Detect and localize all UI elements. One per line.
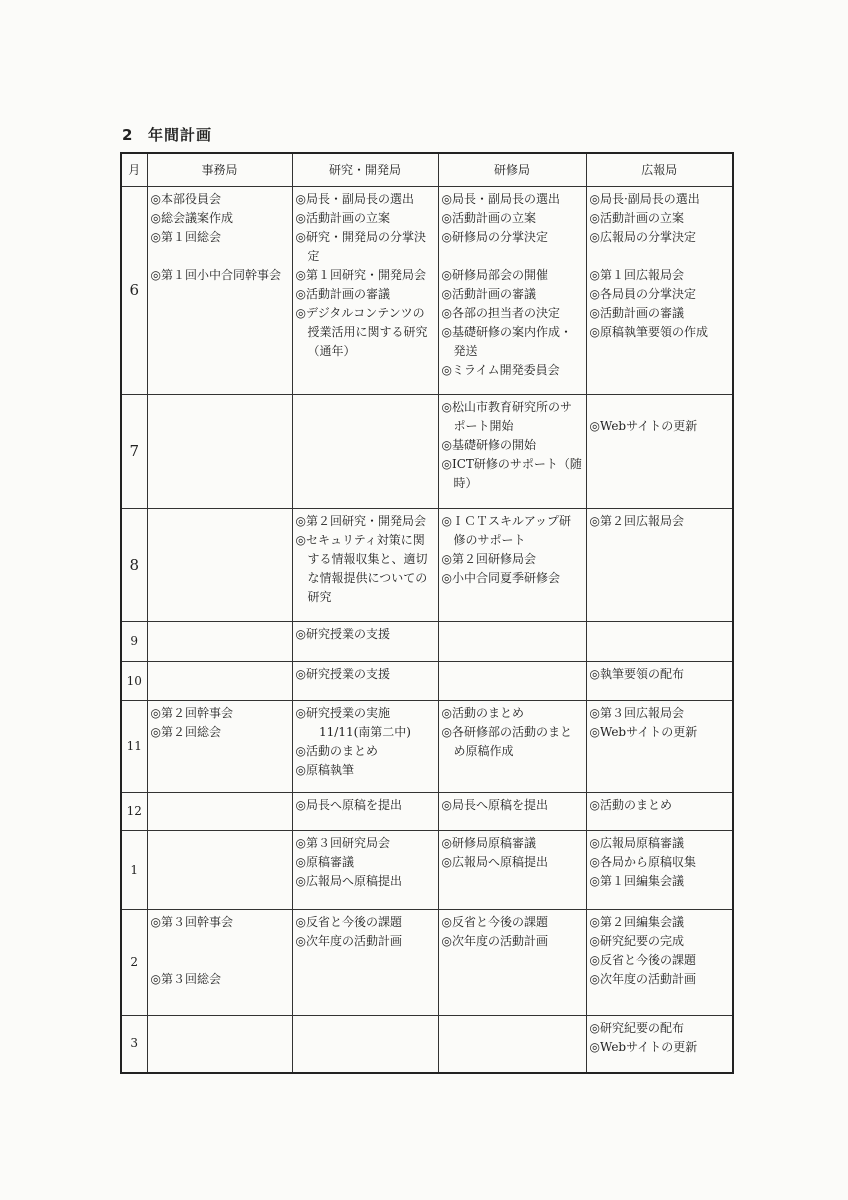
- month-cell: 12: [121, 793, 147, 831]
- cell-koho: [586, 701, 733, 793]
- list-item: ◎Webサイトの更新: [589, 419, 698, 433]
- list-item: ◎デジタルコンテンツの授業活用に関する研究（通年）: [295, 306, 428, 358]
- list-item: ◎研究授業の支援: [295, 627, 390, 641]
- list-item: ◎ミライム開発委員会: [441, 363, 560, 377]
- table-row: [121, 793, 733, 831]
- list-item: ◎局長・副局長の選出: [295, 192, 414, 206]
- cell-kenshu: [438, 187, 586, 395]
- cell-kenkyu: [292, 662, 438, 701]
- month-cell: 8: [121, 509, 147, 622]
- list-item: ◎各局から原稿収集: [589, 855, 696, 869]
- list-item: ◎基礎研修の開始: [441, 438, 536, 452]
- list-item: ◎活動計画の立案: [589, 211, 684, 225]
- list-item: ◎研修局部会の開催: [441, 268, 548, 282]
- list-item: ◎局長へ原稿を提出: [295, 798, 402, 812]
- list-item: ◎第２回研修局会: [441, 552, 536, 566]
- list-item: ◎研究授業の実施: [295, 706, 390, 720]
- list-item: ◎広報局原稿審議: [589, 836, 684, 850]
- list-item: ◎第３回幹事会: [150, 915, 233, 929]
- list-item: ◎第３回広報局会: [589, 706, 684, 720]
- list-item: ◎ＩＣＴスキルアップ研修のサポート: [441, 514, 572, 547]
- cell-kenshu: [438, 662, 586, 701]
- table-row: [121, 622, 733, 662]
- list-item: ◎第３回研究局会: [295, 836, 390, 850]
- month-cell: 1: [121, 831, 147, 910]
- list-item: ◎研究授業の支援: [295, 667, 390, 681]
- list-item: ◎反省と今後の課題: [441, 915, 548, 929]
- list-item: ◎Webサイトの更新: [589, 725, 698, 739]
- cell-jimu: [147, 831, 292, 910]
- cell-kenkyu: [292, 187, 438, 395]
- list-item: ◎ICT研修のサポート（随時）: [441, 457, 582, 490]
- month-cell: 2: [121, 910, 147, 1016]
- cell-jimu: [147, 910, 292, 1016]
- cell-kenkyu: [292, 910, 438, 1016]
- list-item: ◎第３回総会: [150, 972, 221, 986]
- cell-koho: [586, 662, 733, 701]
- list-item: ◎セキュリティ対策に関する情報収集と、適切な情報提供についての研究: [295, 533, 428, 604]
- list-item: ◎第２回広報局会: [589, 514, 684, 528]
- month-cell: 10: [121, 662, 147, 701]
- list-item: ◎局長·副局長の選出: [589, 192, 700, 206]
- list-item: ◎Webサイトの更新: [589, 1040, 698, 1054]
- cell-koho: [586, 1016, 733, 1073]
- table-row: [121, 395, 733, 509]
- list-item: ◎研修局の分掌決定: [441, 230, 548, 244]
- annual-plan-table: [120, 152, 734, 1074]
- list-item: ◎次年度の活動計画: [441, 934, 548, 948]
- spacer: [442, 247, 583, 266]
- cell-koho: [586, 509, 733, 622]
- col-header-kenshu: 研修局: [438, 153, 586, 187]
- cell-kenkyu: [292, 1016, 438, 1073]
- cell-kenkyu: [292, 622, 438, 662]
- list-item: ◎局長・副局長の選出: [441, 192, 560, 206]
- cell-kenkyu: [292, 793, 438, 831]
- month-cell: 9: [121, 622, 147, 662]
- month-cell: 7: [121, 395, 147, 509]
- cell-jimu: [147, 701, 292, 793]
- cell-jimu: [147, 622, 292, 662]
- list-item: ◎研究紀要の配布: [589, 1021, 684, 1035]
- table-row: [121, 1016, 733, 1073]
- list-item: ◎活動計画の審議: [295, 287, 390, 301]
- cell-kenshu: [438, 1016, 586, 1073]
- cell-kenkyu: [292, 509, 438, 622]
- section-number: 2: [122, 126, 134, 144]
- col-header-koho: 広報局: [586, 153, 733, 187]
- list-item: ◎第１回小中合同幹事会: [150, 268, 281, 282]
- list-item: ◎第２回編集会議: [589, 915, 684, 929]
- cell-koho: [586, 910, 733, 1016]
- cell-kenshu: [438, 910, 586, 1016]
- list-item: ◎活動計画の審議: [441, 287, 536, 301]
- table-row: [121, 831, 733, 910]
- list-item: ◎広報局へ原稿提出: [295, 874, 402, 888]
- list-item: ◎第２回幹事会: [150, 706, 233, 720]
- table-header-row: [121, 153, 733, 187]
- list-item: ◎各研修部の活動のまとめ原稿作成: [441, 725, 572, 758]
- list-item: ◎第１回編集会議: [589, 874, 684, 888]
- list-item: ◎各部の担当者の決定: [441, 306, 560, 320]
- spacer: [151, 247, 289, 266]
- list-item: ◎総会議案作成: [150, 211, 233, 225]
- list-item: ◎活動のまとめ: [295, 744, 378, 758]
- list-item: ◎広報局の分掌決定: [589, 230, 696, 244]
- list-item: ◎原稿執筆要領の作成: [589, 325, 708, 339]
- month-cell: 11: [121, 701, 147, 793]
- cell-jimu: [147, 662, 292, 701]
- cell-kenshu: [438, 831, 586, 910]
- cell-jimu: [147, 395, 292, 509]
- cell-kenkyu: [292, 395, 438, 509]
- list-item: ◎次年度の活動計画: [295, 934, 402, 948]
- cell-koho: [586, 395, 733, 509]
- spacer: [151, 932, 289, 951]
- col-header-month: 月: [121, 153, 147, 187]
- list-item: ◎局長へ原稿を提出: [441, 798, 548, 812]
- list-item: ◎次年度の活動計画: [589, 972, 696, 986]
- list-item: ◎本部役員会: [150, 192, 221, 206]
- list-item: ◎基礎研修の案内作成・発送: [441, 325, 572, 358]
- month-cell: 6: [121, 187, 147, 395]
- spacer: [590, 247, 730, 266]
- cell-kenkyu: [292, 701, 438, 793]
- cell-kenkyu: [292, 831, 438, 910]
- spacer: [151, 951, 289, 970]
- cell-kenshu: [438, 793, 586, 831]
- col-header-jimu: 事務局: [147, 153, 292, 187]
- list-item: ◎第２回研究・開発局会: [295, 514, 426, 528]
- table-row: [121, 187, 733, 395]
- cell-kenshu: [438, 395, 586, 509]
- cell-koho: [586, 187, 733, 395]
- list-item: ◎活動計画の審議: [589, 306, 684, 320]
- cell-kenshu: [438, 701, 586, 793]
- list-item: ◎反省と今後の課題: [589, 953, 696, 967]
- section-title: 年間計画: [148, 126, 213, 144]
- table-row: [121, 701, 733, 793]
- table-row: [121, 662, 733, 701]
- cell-jimu: [147, 187, 292, 395]
- list-item: ◎活動のまとめ: [589, 798, 672, 812]
- list-item: ◎研究紀要の完成: [589, 934, 684, 948]
- list-item: ◎活動のまとめ: [441, 706, 524, 720]
- section-heading: [122, 124, 212, 145]
- table-row: [121, 509, 733, 622]
- list-item: ◎第１回広報局会: [589, 268, 684, 282]
- cell-jimu: [147, 1016, 292, 1073]
- list-item: 11/11(南第二中): [319, 725, 411, 739]
- list-item: ◎研究・開発局の分掌決定: [295, 230, 426, 263]
- list-item: ◎各局員の分掌決定: [589, 287, 696, 301]
- list-item: ◎第１回総会: [150, 230, 221, 244]
- list-item: ◎小中合同夏季研修会: [441, 571, 560, 585]
- list-item: ◎原稿審議: [295, 855, 354, 869]
- list-item: ◎広報局へ原稿提出: [441, 855, 548, 869]
- list-item: ◎原稿執筆: [295, 763, 354, 777]
- list-item: ◎第１回研究・開発局会: [295, 268, 426, 282]
- list-item: ◎反省と今後の課題: [295, 915, 402, 929]
- list-item: ◎第２回総会: [150, 725, 221, 739]
- list-item: ◎活動計画の立案: [441, 211, 536, 225]
- table-row: [121, 910, 733, 1016]
- cell-jimu: [147, 793, 292, 831]
- cell-koho: [586, 831, 733, 910]
- list-item: ◎松山市教育研究所のサポート開始: [441, 400, 572, 433]
- cell-jimu: [147, 509, 292, 622]
- list-item: ◎活動計画の立案: [295, 211, 390, 225]
- cell-kenshu: [438, 509, 586, 622]
- cell-kenshu: [438, 622, 586, 662]
- cell-koho: [586, 622, 733, 662]
- cell-koho: [586, 793, 733, 831]
- list-item: ◎研修局原稿審議: [441, 836, 536, 850]
- col-header-kenkyu: 研究・開発局: [292, 153, 438, 187]
- list-item: ◎執筆要領の配布: [589, 667, 684, 681]
- month-cell: 3: [121, 1016, 147, 1073]
- spacer: [590, 398, 730, 417]
